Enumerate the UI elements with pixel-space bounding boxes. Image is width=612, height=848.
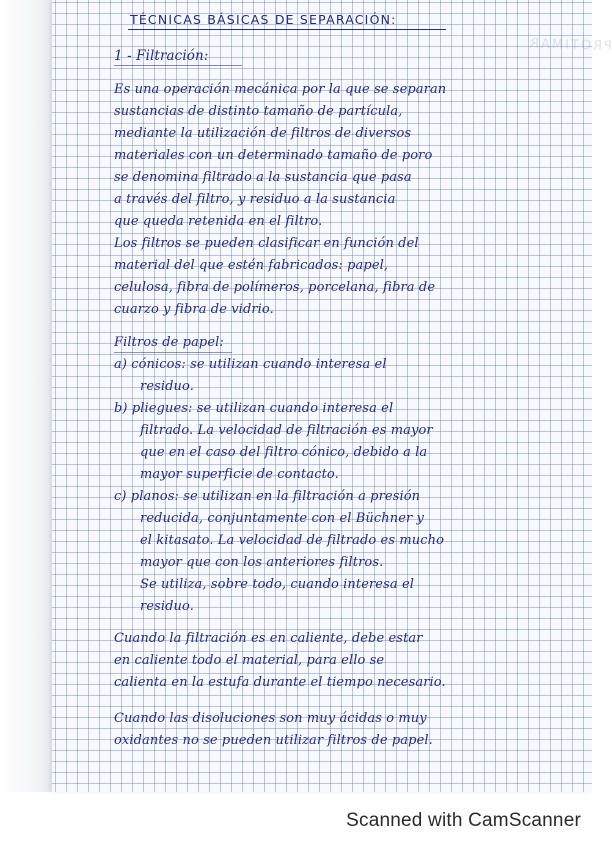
paragraph-3-line-3: calienta en la estufa durante el tiempo necesario.: [114, 675, 446, 690]
paragraph-1-line-5: se denomina filtrado a la sustancia que pasa: [114, 170, 412, 185]
section-underline: [114, 65, 242, 66]
paper-filters-underline: [114, 352, 232, 353]
paragraph-1-line-1: Es una operación mecánica por la que se separan: [114, 82, 447, 97]
item-c-line-6: residuo.: [140, 599, 194, 614]
paragraph-2-line-4: cuarzo y fibra de vidrio.: [114, 302, 274, 317]
title-underline: [128, 29, 446, 30]
item-c-line-5: Se utiliza, sobre todo, cuando interesa el: [140, 577, 415, 592]
paragraph-2-line-2: material del que estén fabricados: papel,: [114, 258, 389, 273]
paragraph-2-line-1: Los filtros se pueden clasificar en función del: [114, 236, 419, 251]
item-c-line-3: el kitasato. La velocidad de filtrado es mucho: [140, 533, 445, 548]
paragraph-4-line-1: Cuando las disoluciones son muy ácidas o muy: [114, 711, 427, 726]
item-b-line-2: filtrado. La velocidad de filtración es mayor: [140, 423, 433, 438]
paragraph-1-line-6: a través del filtro, y residuo a la sustancia: [114, 192, 396, 207]
item-c-line-2: reducida, conjuntamente con el Büchner y: [140, 511, 424, 526]
item-c-line-4: mayor que con los anteriores filtros.: [140, 555, 384, 570]
item-b-line-3: que en el caso del filtro cónico, debido a la: [140, 445, 428, 460]
item-b-line-4: mayor superficie de contacto.: [140, 467, 339, 482]
paragraph-1-line-2: sustancias de distinto tamaño de partícula,: [114, 104, 403, 119]
bleed-through-text: PROTIMAR: [527, 36, 612, 55]
paragraph-4-line-2: oxidantes no se pueden utilizar filtros de papel.: [114, 733, 433, 748]
item-a-line-2: residuo.: [140, 379, 194, 394]
page-title: TÉCNICAS BÁSICAS DE SEPARACIÓN:: [130, 12, 397, 27]
item-b-line-1: b) pliegues: se utilizan cuando interesa el: [114, 401, 394, 416]
section-heading-filtracion: 1 - Filtración:: [114, 48, 209, 64]
paragraph-3-line-1: Cuando la filtración es en caliente, debe estar: [114, 631, 423, 646]
paragraph-1-line-4: materiales con un determinado tamaño de poro: [114, 148, 433, 163]
camscanner-watermark: Scanned with CamScanner: [346, 810, 581, 831]
item-c-line-1: c) planos: se utilizan en la filtración a presión: [114, 489, 421, 504]
paper-filters-heading: Filtros de papel:: [114, 335, 224, 350]
paragraph-1-line-7: que queda retenida en el filtro.: [114, 214, 323, 229]
paragraph-1-line-3: mediante la utilización de filtros de diversos: [114, 126, 412, 141]
paragraph-2-line-3: celulosa, fibra de polímeros, porcelana, fibra de: [114, 280, 436, 295]
grid-paper-sheet: [52, 0, 612, 792]
paragraph-3-line-2: en caliente todo el material, para ello se: [114, 653, 385, 668]
page-edge-shadow: [0, 0, 54, 792]
item-a-line-1: a) cónicos: se utilizan cuando interesa el: [114, 357, 387, 372]
